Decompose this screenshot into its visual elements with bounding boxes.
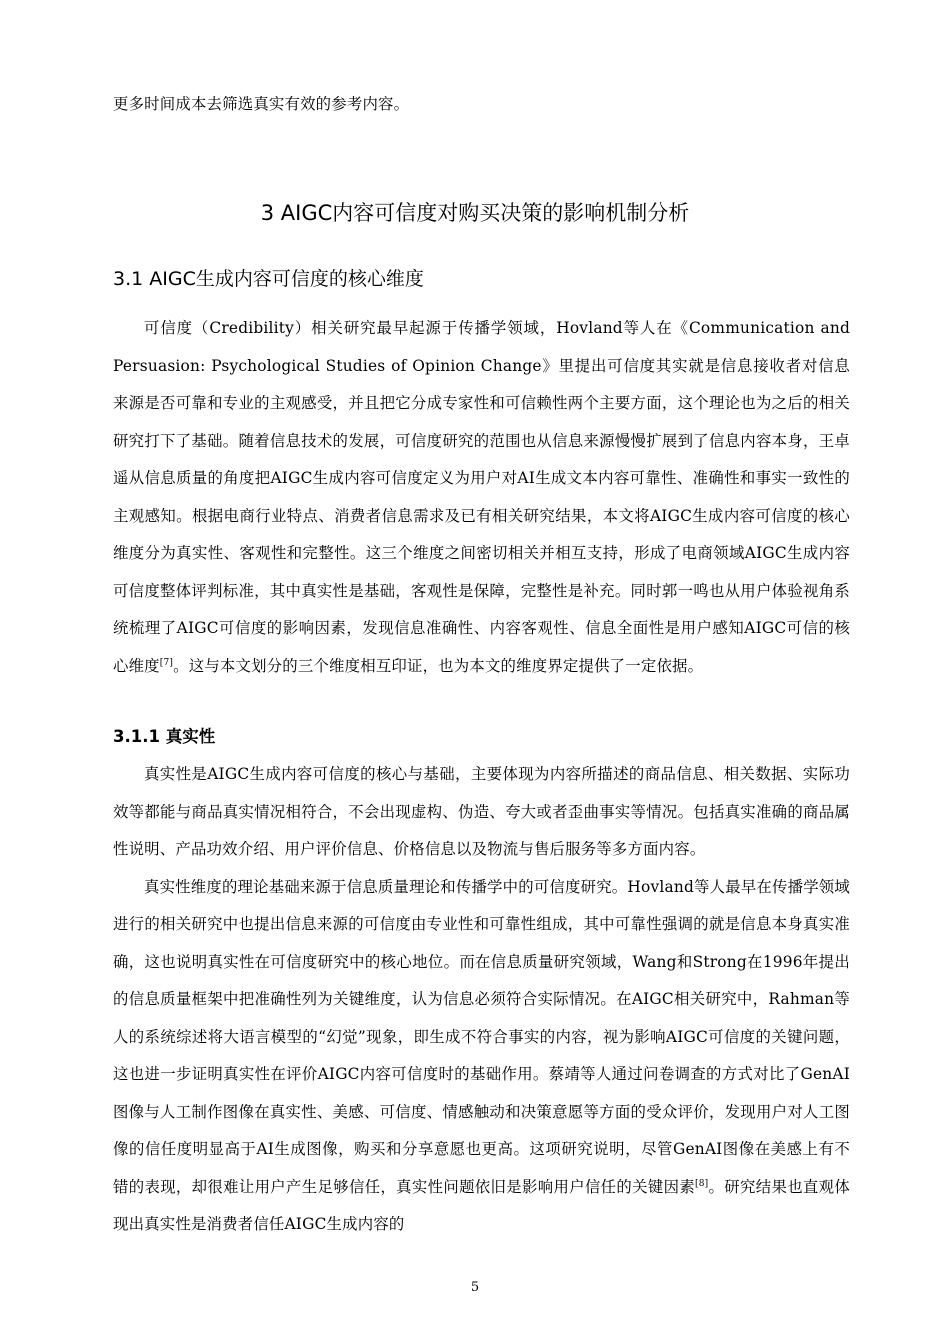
subsection-paragraph-1: 真实性是AIGC生成内容可信度的核心与基础，主要体现为内容所描述的商品信息、相关数据、实际功效等都能与商品真实情况相符合，不会出现虚构、伪造、夸大或者歪曲事实等情况。包括真实准确的商品属性说明、产品功效介绍、用户评价信息、价格信息以及物流与售后服务等多方面内容。 bbox=[113, 765, 850, 858]
chapter-title: 3 AIGC内容可信度对购买决策的影响机制分析 bbox=[260, 201, 690, 225]
paragraph-text: 真实性维度的理论基础来源于信息质量理论和传播学中的可信度研究。Hovland等人最早在传播学领域进行的相关研究中也提出信息来源的可信度由专业性和可靠性组成，其中可靠性强调的就是信息本身真实准确，这也说明真实性在可信度研究中的核心地位。而在信息质量研究领域，Wang和Strong在1996年提出的信息质量框架中把准确性列为关键维度，认为信息必须符合实际情况。在AIGC相关研究中，Rahman等人的系统综述将大语言模型的“幻觉”现象，即生成不符合事实的内容，视为影响AIGC可信度的关键问题，这也进一步证明真实性在评价AIGC内容可信度时的基础作用。蔡靖等人通过问卷调查的方式对比了GenAI图像与人工制作图像在真实性、美感、可信度、情感触动和决策意愿等方面的受众评价，发现用户对人工图像的信任度明显高于AI生成图像，购买和分享意愿也更高。这项研究说明，尽管GenAI图像在美感上有不错的表现，却很难让用户产生足够信任，真实性问题依旧是影响用户信任的关键因素 bbox=[113, 877, 850, 1196]
section-body bbox=[113, 310, 850, 685]
citation-ref: [8] bbox=[695, 1178, 709, 1189]
subsection-paragraph-2 bbox=[113, 869, 850, 1244]
subsection-body bbox=[113, 756, 850, 1244]
intro-continuation bbox=[113, 86, 850, 124]
page-number: 5 bbox=[470, 1280, 480, 1295]
subsection-title: 3.1.1 真实性 bbox=[113, 727, 216, 746]
citation-ref: [7] bbox=[159, 657, 174, 668]
intro-paragraph: 更多时间成本去筛选真实有效的参考内容。 bbox=[113, 95, 410, 113]
paragraph-text: 可信度（Credibility）相关研究最早起源于传播学领域，Hovland等人在《Communication and Persuasion: Psychological Studies of Opinion Change》里提出可信度其实就是信息接收者对信息来源是否可靠和专业的主观感受，并且把它分成专家性和可信赖性两个主要方面，这个理论也为之后的相关研究打下了基础。随着信息技术的发展，可信度研究的范围也从信息来源慢慢扩展到了信息内容本身，王卓遥从信息质量的角度把AIGC生成内容可信度定义为用户对AI生成文本内容可靠性、准确性和事实一致性的主观感知。根据电商行业特点、消费者信息需求及已有相关研究结果，本文将AIGC生成内容可信度的核心维度分为真实性、客观性和完整性。这三个维度之间密切相关并相互支持，形成了电商领域AIGC生成内容可信度整体评判标准，其中真实性是基础，客观性是保障，完整性是补充。同时郭一鸣也从用户体验视角系统梳理了AIGC可信度的影响因素，发现信息准确性、内容客观性、信息全面性是用户感知AIGC可信的核心维度 bbox=[113, 319, 850, 675]
paragraph-text-tail: 。研究结果也直观体现出真实性是消费者信任AIGC生成内容的 bbox=[113, 1177, 850, 1233]
section-title: 3.1 AIGC生成内容可信度的核心维度 bbox=[113, 268, 424, 290]
section-paragraph-1 bbox=[113, 310, 850, 685]
paragraph-text-tail: 。这与本文划分的三个维度相互印证，也为本文的维度界定提供了一定依据。 bbox=[173, 656, 704, 675]
